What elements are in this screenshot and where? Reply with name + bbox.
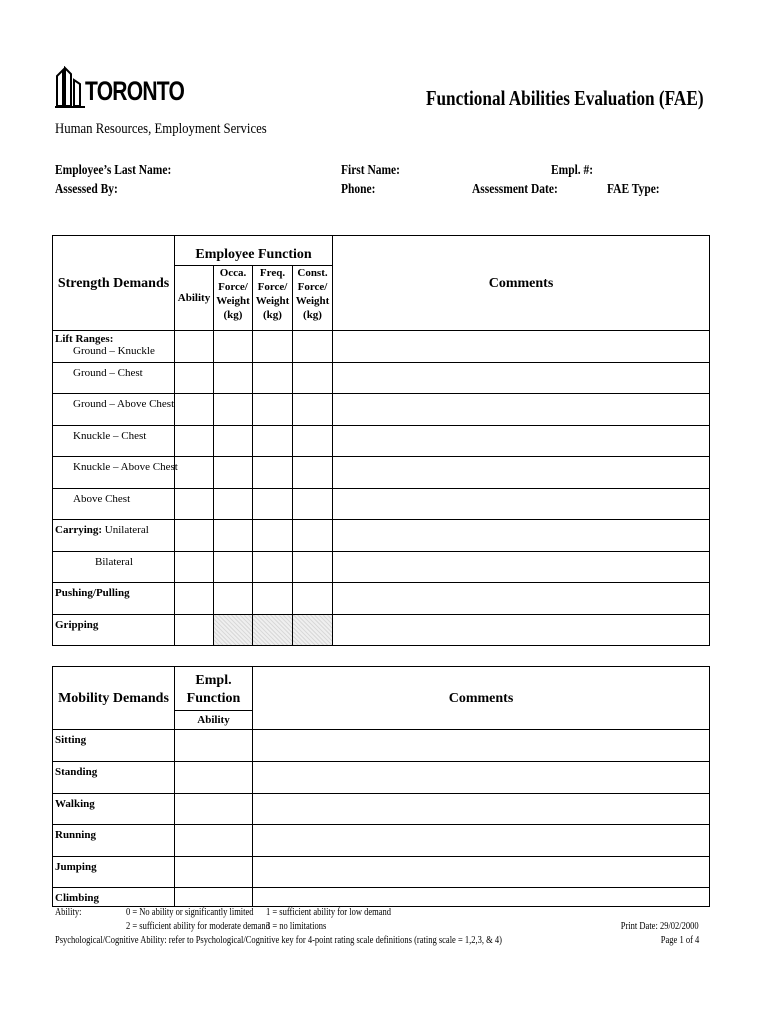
ability-cell[interactable] [175, 730, 253, 762]
const-cell[interactable] [293, 489, 333, 520]
row-label-climbing: Climbing [55, 892, 100, 904]
table-row [53, 394, 710, 426]
comments-cell[interactable] [253, 857, 710, 888]
empl-function-header: Empl. Function [186, 672, 241, 706]
row-label-gripping: Gripping [55, 619, 99, 631]
ability-cell[interactable] [175, 794, 253, 825]
occa-cell[interactable] [214, 426, 253, 457]
comments-cell[interactable] [253, 825, 710, 857]
comments-cell[interactable] [333, 489, 710, 520]
const-cell[interactable] [293, 363, 333, 394]
strength-comments-header: Comments [488, 276, 554, 291]
table-row [53, 762, 710, 794]
table-row [53, 489, 710, 520]
table-row [53, 457, 710, 489]
legend-3: 3 = no limitations [266, 921, 327, 932]
comments-cell[interactable] [253, 794, 710, 825]
row-label-walking: Walking [55, 798, 95, 810]
print-date: Print Date: 29/02/2000 [621, 921, 699, 932]
employee-number-label: Empl. #: [551, 163, 594, 178]
constant-col-header: Const. Force/ Weight (kg) [293, 266, 333, 331]
freq-cell[interactable] [253, 552, 293, 583]
mobility-demands-header: Mobility Demands [58, 691, 169, 706]
freq-cell[interactable] [253, 331, 293, 363]
row-label-ground-chest: Ground – Chest [73, 367, 143, 379]
const-cell[interactable] [293, 331, 333, 363]
table-row [53, 552, 710, 583]
legend-2: 2 = sufficient ability for moderate demand [126, 921, 270, 932]
occa-cell[interactable] [214, 520, 253, 552]
ability-col-header: Ability [175, 266, 214, 331]
ability-cell[interactable] [175, 489, 214, 520]
shaded-cell [214, 615, 253, 646]
occa-cell[interactable] [214, 363, 253, 394]
comments-cell[interactable] [333, 426, 710, 457]
row-label-sitting: Sitting [55, 734, 87, 746]
strength-demands-header: Strength Demands [57, 276, 170, 291]
ability-cell[interactable] [175, 825, 253, 857]
page-number: Page 1 of 4 [660, 935, 699, 946]
comments-cell[interactable] [253, 762, 710, 794]
occa-cell[interactable] [214, 331, 253, 363]
row-label-ground-above-chest: Ground – Above Chest [73, 398, 175, 410]
logo-wordmark: TORONTO [85, 76, 185, 106]
ability-cell[interactable] [175, 615, 214, 646]
freq-cell[interactable] [253, 394, 293, 426]
occa-cell[interactable] [214, 489, 253, 520]
freq-cell[interactable] [253, 363, 293, 394]
table-row [53, 794, 710, 825]
comments-cell[interactable] [333, 331, 710, 363]
comments-cell[interactable] [333, 520, 710, 552]
freq-cell[interactable] [253, 426, 293, 457]
mobility-demands-table [52, 666, 710, 907]
row-label-ground-knuckle: Ground – Knuckle [73, 345, 155, 357]
ability-cell[interactable] [175, 857, 253, 888]
ability-cell[interactable] [175, 520, 214, 552]
row-label-knuckle-chest: Knuckle – Chest [73, 430, 147, 442]
frequent-col-header: Freq. Force/ Weight (kg) [253, 266, 293, 331]
table-row [53, 520, 710, 552]
table-row [53, 426, 710, 457]
last-name-label: Employee’s Last Name: [55, 163, 172, 178]
comments-cell[interactable] [333, 394, 710, 426]
psych-cognitive-note: Psychological/Cognitive Ability: refer to Psychological/Cognitive key for 4-point rating scale definitions (rating scale = 1,2,3, & 4) [55, 935, 502, 946]
row-label-bilateral: Bilateral [95, 556, 133, 568]
comments-cell[interactable] [333, 615, 710, 646]
comments-cell[interactable] [333, 583, 710, 615]
occa-cell[interactable] [214, 394, 253, 426]
ability-cell[interactable] [175, 888, 253, 907]
occa-cell[interactable] [214, 457, 253, 489]
ability-legend-label: Ability: [55, 907, 82, 918]
freq-cell[interactable] [253, 489, 293, 520]
occa-cell[interactable] [214, 583, 253, 615]
row-label-pushing-pulling: Pushing/Pulling [55, 587, 130, 599]
table-row [53, 615, 710, 646]
freq-cell[interactable] [253, 583, 293, 615]
fae-type-label: FAE Type: [607, 182, 660, 197]
ability-cell[interactable] [175, 363, 214, 394]
row-label-above-chest: Above Chest [73, 493, 131, 505]
ability-cell[interactable] [175, 331, 214, 363]
occa-cell[interactable] [214, 552, 253, 583]
shaded-cell [253, 615, 293, 646]
table-row [53, 583, 710, 615]
legend-0: 0 = No ability or significantly limited [126, 907, 254, 918]
table-row [53, 363, 710, 394]
assessment-date-label: Assessment Date: [472, 182, 558, 197]
const-cell[interactable] [293, 552, 333, 583]
mobility-comments-header: Comments [448, 691, 514, 706]
mobility-ability-col-header: Ability [175, 711, 253, 730]
row-label-standing: Standing [55, 766, 98, 778]
row-label-knuckle-above-chest: Knuckle – Above Chest [73, 461, 178, 473]
row-label-running: Running [55, 829, 96, 841]
ability-cell[interactable] [175, 583, 214, 615]
city-logo [55, 66, 185, 108]
assessed-by-label: Assessed By: [55, 182, 118, 197]
table-row [53, 730, 710, 762]
department-name: Human Resources, Employment Services [55, 121, 267, 137]
table-row [53, 825, 710, 857]
employee-function-header: Employee Function [195, 247, 312, 262]
freq-cell[interactable] [253, 457, 293, 489]
comments-cell[interactable] [253, 888, 710, 907]
const-cell[interactable] [293, 457, 333, 489]
strength-demands-table [52, 235, 710, 646]
row-label-carrying: Carrying: Unilateral [55, 524, 149, 536]
row-label-jumping: Jumping [55, 861, 97, 873]
first-name-label: First Name: [341, 163, 400, 178]
legend-1: 1 = sufficient ability for low demand [266, 907, 392, 918]
const-cell[interactable] [293, 426, 333, 457]
const-cell[interactable] [293, 394, 333, 426]
ability-cell[interactable] [175, 426, 214, 457]
lift-ranges-label: Lift Ranges: [55, 333, 114, 345]
ability-cell[interactable] [175, 552, 214, 583]
ability-cell[interactable] [175, 457, 214, 489]
ability-cell[interactable] [175, 394, 214, 426]
city-hall-icon [55, 66, 85, 108]
phone-label: Phone: [341, 182, 376, 197]
freq-cell[interactable] [253, 520, 293, 552]
table-row [53, 857, 710, 888]
comments-cell[interactable] [333, 552, 710, 583]
comments-cell[interactable] [333, 363, 710, 394]
table-row [53, 888, 710, 907]
table-row [53, 331, 710, 363]
comments-cell[interactable] [253, 730, 710, 762]
comments-cell[interactable] [333, 457, 710, 489]
occasional-col-header: Occa. Force/ Weight (kg) [214, 266, 253, 331]
ability-cell[interactable] [175, 762, 253, 794]
page-title: Functional Abilities Evaluation (FAE) [426, 86, 704, 110]
shaded-cell [293, 615, 333, 646]
const-cell[interactable] [293, 520, 333, 552]
const-cell[interactable] [293, 583, 333, 615]
